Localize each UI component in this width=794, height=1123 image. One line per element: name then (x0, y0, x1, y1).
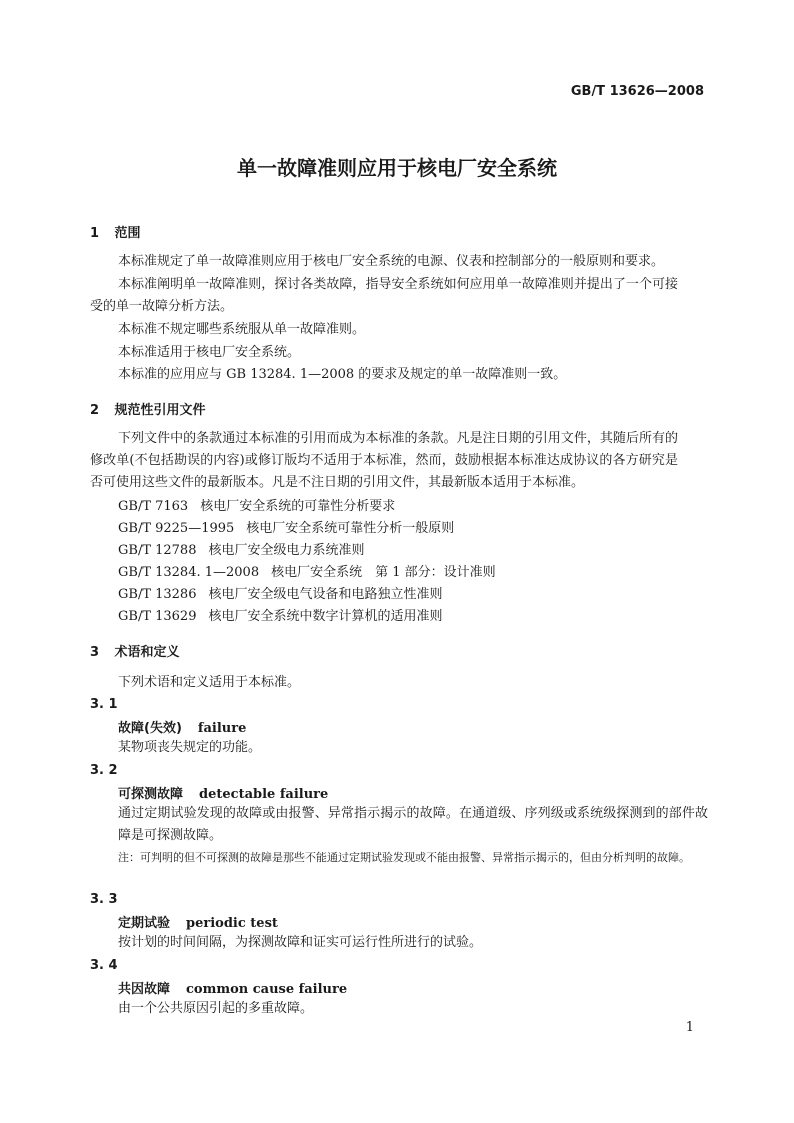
term-zh: 共因故障 (118, 982, 171, 997)
scope-paragraph: 本标准规定了单一故障准则应用于核电厂安全系统的电源、仪表和控制部分的一般原则和要求。 (118, 254, 665, 269)
section-2-heading (90, 399, 206, 418)
scope-paragraph: 本标准不规定哪些系统服从单一故障准则。 (118, 322, 366, 337)
standard-code: GB/T 13626—2008 (570, 84, 704, 99)
term-en: failure (197, 721, 247, 736)
reference-code: GB/T 7163 (118, 499, 189, 514)
reference-item (118, 496, 395, 518)
scope-paragraph: 本标准的应用应与 GB 13284. 1—2008 的要求及规定的单一故障准则一致。 (118, 367, 567, 382)
term-entry (118, 978, 347, 997)
term-definition: 由一个公共原因引起的多重故障。 (118, 1001, 314, 1016)
section-title: 术语和定义 (114, 645, 180, 660)
term-en: detectable failure (199, 787, 329, 802)
section-number: 3 (90, 645, 100, 660)
scope-paragraph: 本标准阐明单一故障准则，探讨各类故障，指导安全系统如何应用单一故障准则并提出了一个可接受的单一故障分析方法。 (90, 277, 678, 314)
page-number: 1 (685, 1020, 694, 1035)
term-zh: 可探测故障 (118, 787, 184, 802)
clause-number: 3. 4 (90, 958, 118, 973)
reference-item (118, 584, 443, 606)
term-entry (118, 912, 278, 931)
reference-title: 核电厂安全系统可靠性分析一般原则 (246, 521, 455, 536)
section-number: 2 (90, 403, 100, 418)
section-number: 1 (90, 226, 100, 241)
clause-number: 3. 2 (90, 763, 118, 778)
normative-intro: 下列文件中的条款通过本标准的引用而成为本标准的条款。凡是注日期的引用文件，其随后所有的修改单(不包括勘误的内容)或修订版均不适用于本标准，然而，鼓励根据本标准达成协议的各方研究是否可使用这些文件的最新版本。凡是不注日期的引用文件，其最新版本适用于本标准。 (90, 431, 678, 490)
term-note: 注：可判明的但不可探测的故障是那些不能通过定期试验发现或不能由报警、异常指示揭示的，但由分析判明的故障。 (118, 851, 690, 864)
term-entry (118, 717, 246, 736)
scope-paragraph: 本标准适用于核电厂安全系统。 (118, 345, 301, 360)
section-3-heading (90, 641, 180, 660)
term-en: common cause failure (186, 982, 348, 997)
document-title: 单一故障准则应用于核电厂安全系统 (237, 156, 557, 180)
term-definition: 某物项丧失规定的功能。 (118, 740, 262, 755)
reference-code: GB/T 9225—1995 (118, 521, 235, 536)
reference-item (118, 606, 443, 628)
reference-code: GB/T 13286 (118, 587, 197, 602)
reference-title: 核电厂安全级电力系统准则 (208, 543, 365, 558)
term-zh: 故障(失效) (118, 721, 182, 736)
terms-intro: 下列术语和定义适用于本标准。 (118, 675, 301, 690)
reference-title: 核电厂安全系统 第 1 部分：设计准则 (271, 565, 496, 580)
reference-code: GB/T 12788 (118, 543, 197, 558)
clause-number: 3. 3 (90, 892, 118, 907)
reference-code: GB/T 13629 (118, 609, 197, 624)
reference-code: GB/T 13284. 1—2008 (118, 565, 260, 580)
reference-title: 核电厂安全级电气设备和电路独立性准则 (208, 587, 443, 602)
reference-title: 核电厂安全系统的可靠性分析要求 (200, 499, 396, 514)
reference-item (118, 562, 496, 584)
term-entry (118, 783, 328, 802)
reference-item (118, 540, 365, 562)
term-definition: 按计划的时间间隔，为探测故障和证实可运行性所进行的试验。 (118, 935, 483, 950)
section-title: 范围 (114, 226, 141, 241)
term-zh: 定期试验 (118, 916, 171, 931)
reference-title: 核电厂安全系统中数字计算机的适用准则 (208, 609, 443, 624)
section-1-heading (90, 222, 141, 241)
term-en: periodic test (186, 916, 278, 931)
section-title: 规范性引用文件 (114, 403, 206, 418)
term-definition: 通过定期试验发现的故障或由报警、异常指示揭示的故障。在通道级、序列级或系统级探测到的部件故障是可探测故障。 (118, 806, 708, 843)
reference-item (118, 518, 454, 540)
clause-number: 3. 1 (90, 697, 118, 712)
